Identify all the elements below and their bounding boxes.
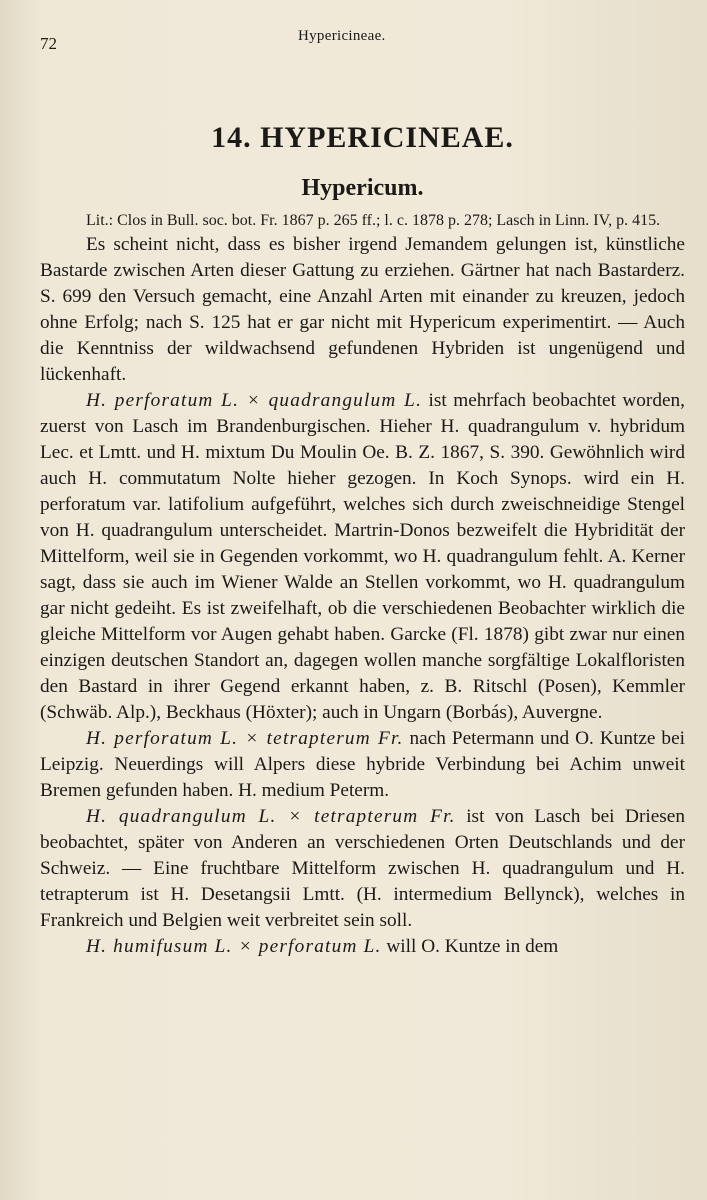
page-number: 72 — [40, 34, 57, 53]
chapter-title: 14. HYPERICINEAE. — [211, 121, 514, 154]
running-head — [40, 28, 685, 58]
paragraph-perforatum-tetrapterum — [40, 726, 685, 804]
literature-reference: Lit.: Clos in Bull. soc. bot. Fr. 1867 p. 265 ff.; l. c. 1878 p. 278; Lasch in Linn. IV, p. 415. — [86, 212, 661, 229]
paragraph-perforatum-quadrangulum — [40, 388, 685, 726]
hybrid-heading: H. humifusum L. × perforatum L. — [86, 936, 382, 957]
genus-title: Hypericum. — [301, 175, 424, 201]
running-header-title: Hypericineae. — [298, 28, 386, 44]
hybrid-heading: H. quadrangulum L. × tetrapterum Fr. — [86, 806, 456, 827]
paragraph-body: will O. Kuntze in dem — [386, 936, 559, 957]
hybrid-heading: H. perforatum L. × quadrangulum L. — [86, 390, 423, 411]
paragraph-body: nach Petermann und O. Kuntze bei Leipzig. Neuerdings will Alpers diese hybride Verbindung bei Achim unweit Bremen gefunden haben. H. medium Peterm. — [40, 728, 685, 801]
paragraph-intro: Es scheint nicht, dass es bisher irgend Jemandem gelungen ist, künstliche Bastarde zwischen Arten dieser Gattung zu erziehen. Gärtner hat nach Bastarderz. S. 699 den Versuch gemacht, eine Anzahl Arten mit einander zu kreuzen, jedoch ohne Erfolg; nach S. 125 hat er gar nicht mit Hypericum experimentirt. — Auch die Kenntniss der wildwachsend gefundenen Hybriden ist ungenügend und lückenhaft. — [40, 234, 685, 385]
paragraph-humifusum-perforatum — [40, 934, 685, 960]
paragraph-body: ist mehrfach beobachtet worden, zuerst von Lasch im Brandenburgischen. Hieher H. quadrangulum v. hybridum Lec. et Lmtt. und H. mixtum Du Moulin Oe. B. Z. 1867, S. 390. Gewöhnlich wird auch H. commutatum Nolte hieher gezogen. In Koch Synops. wird ein H. perforatum var. latifolium aufgeführt, welches sich durch zweischneidige Stengel von H. quadrangulum unterscheidet. Martrin-Donos bezweifelt die Hybridität der Mittelform, weil sie in Gegenden vorkommt, wo H. quadrangulum fehlt. A. Kerner sagt, dass sie auch im Wiener Walde an Stellen vorkommt, wo H. quadrangulum gar nicht gedeiht. Es ist zweifelhaft, ob die verschiedenen Beobachter wirklich die gleiche Mittelform vor Augen gehabt haben. Garcke (Fl. 1878) gibt zwar nur einen einzigen deutschen Standort an, dagegen wollen manche sorgfältige Lokalfloristen den Bastard in ihrer Gegend erkannt haben, z. B. Ritschl (Posen), Kemmler (Schwäb. Alp.), Beckhaus (Höxter); auch in Ungarn (Borbás), Auvergne. — [40, 390, 685, 723]
paragraph-body: ist von Lasch bei Driesen beobachtet, später von Anderen an verschiedenen Orten Deutschlands und der Schweiz. — Eine fruchtbare Mittelform zwischen H. quadrangulum und H. tetrapterum ist H. Desetangsii Lmtt. (H. intermedium Bellynck), welches in Frankreich und Belgien weit verbreitet sein soll. — [40, 806, 685, 931]
paragraph-quadrangulum-tetrapterum — [40, 804, 685, 934]
hybrid-heading: H. perforatum L. × tetrapterum Fr. — [86, 728, 404, 749]
